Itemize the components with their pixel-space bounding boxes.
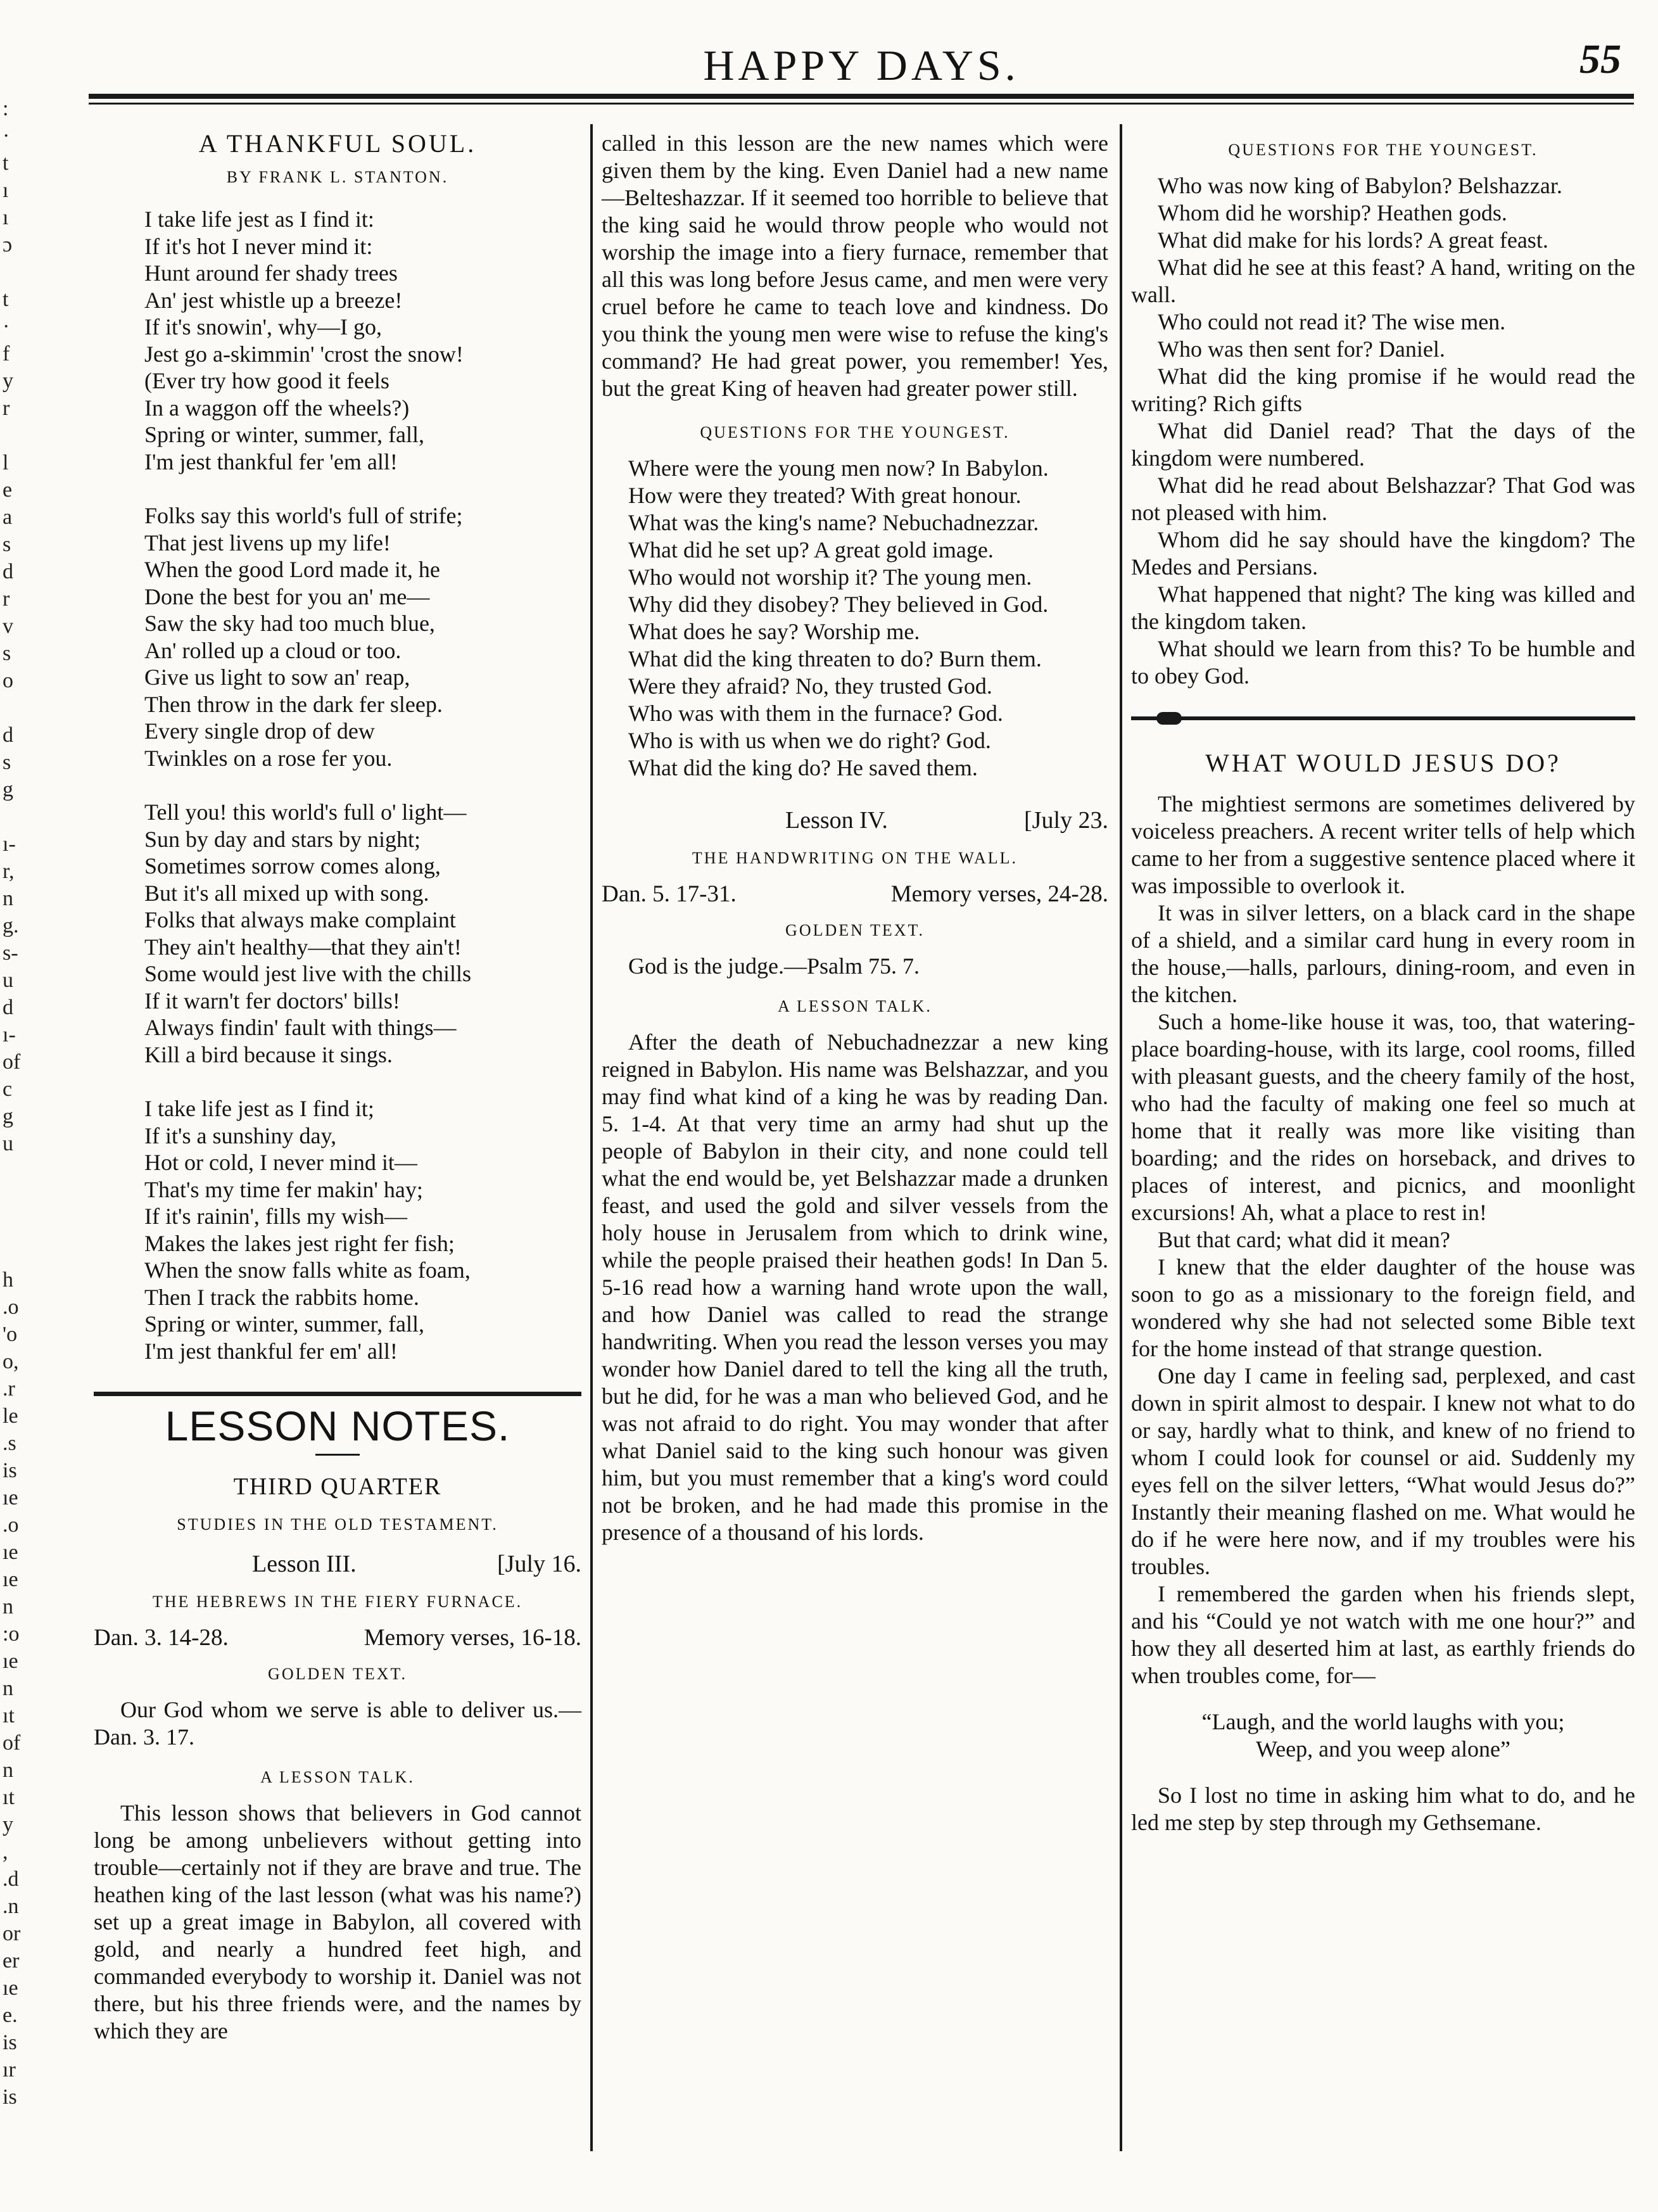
article-paragraph: One day I came in feeling sad, perplexed, and cast down in spirit almost to despair. I knew not what to do or say, hardly what to think, and knew of no friend to whom I could look for counsel or aid. Suddenly my eyes fell on the silver letters, “What would Jesus do?” Instantly their meaning flashed on me. What would he do if he were here now, and if my troubles were his troubles. [1131, 1363, 1635, 1579]
closing-paragraph: So I lost no time in asking him what to do, and he led me step by step through my Gethsemane. [1131, 1783, 1635, 1835]
question-answer: What did the king threaten to do? Burn them. [628, 646, 1042, 671]
question-answer: What did the king do? He saved them. [628, 755, 978, 780]
margin-letters [3, 95, 24, 2111]
question-answer: Whom did he worship? Heathen gods. [1158, 200, 1507, 226]
margin-letter: y [3, 1813, 13, 1836]
margin-letter: r, [3, 860, 15, 883]
margin-letter: is [3, 2031, 17, 2054]
margin-letter [3, 694, 24, 721]
poem-line: That's my time fer makin' hay; [144, 1176, 423, 1202]
poem-line: If it's a sunshiny day, [144, 1122, 337, 1148]
margin-letter: ıe [3, 1541, 18, 1564]
poem-line: They ain't healthy—that they ain't! [144, 934, 462, 960]
margin-letter: d [3, 560, 13, 583]
margin-letter: n [3, 1677, 13, 1700]
article-paragraph: It was in silver letters, on a black card in the shape of a shield, and a similar card hung in every room in the house,—halls, parlours, dining-room, and even in the kitchen. [1131, 900, 1635, 1007]
page-header [89, 25, 1634, 101]
scripture-reference: Dan. 5. 17-31. [602, 881, 737, 907]
lesson-3-heading [94, 1551, 581, 1578]
margin-letter: is [3, 2085, 17, 2109]
question-answer: What did Daniel read? That the days of the kingdom were numbered. [1131, 418, 1635, 471]
question-answer: Who would not worship it? The young men. [628, 564, 1032, 590]
poem-line: Give us light to sow an' reap, [144, 664, 410, 690]
question-answer: What did the king promise if he would read the writing? Rich gifts [1131, 364, 1635, 416]
question-answer: What did he see at this feast? A hand, writing on the wall. [1131, 255, 1635, 307]
poem-line: Always findin' fault with things— [144, 1015, 457, 1040]
running-title: HAPPY DAYS. [703, 41, 1020, 89]
margin-letter: u [3, 1132, 13, 1155]
poem-line: Twinkles on a rose fer you. [144, 745, 393, 771]
article-paragraph: The mightiest sermons are sometimes delivered by voiceless preachers. A recent writer tells of help which came to her from a suggestive sentence placed where it was impossible to overlook it. [1131, 791, 1635, 898]
poem-line: I take life jest as I find it: [144, 207, 374, 232]
margin-letter: ɔ [3, 233, 13, 257]
margin-letter: er [3, 1949, 20, 1973]
question-answer: What was the king's name? Nebuchadnezzar. [628, 510, 1039, 535]
poem-line: But it's all mixed up with song. [144, 880, 429, 906]
margin-letter: .n [3, 1895, 19, 1918]
poem-byline: BY FRANK L. STANTON. [226, 168, 449, 186]
poem-line: An' jest whistle up a breeze! [144, 287, 403, 313]
question-answer: Whom did he say should have the kingdom? The Medes and Persians. [1131, 527, 1635, 580]
poem-line: In a waggon off the wheels?) [144, 395, 410, 421]
poem-line: Hunt around fer shady trees [144, 260, 398, 286]
header-rule-thick [89, 94, 1634, 99]
margin-letter: v [3, 614, 13, 638]
column-2 [602, 130, 1108, 1546]
margin-letter: s [3, 533, 11, 556]
ornamental-rule [1131, 711, 1635, 724]
lesson-talk-text: After the death of Nebuchadnezzar a new king reigned in Babylon. His name was Belshazzar, and you may find what kind of a king he was by reading Dan. 5. 1-4. At that very time an army had shut up the people of Babylon in their city, and none could tell what the end would be, yet Belshazzar made a drunken feast, and used the gold and silver vessels from the holy house in Jerusalem from which to drink wine, while the people praised their heathen gods! In Dan 5. 5-16 read how a warning hand wrote upon the wall, and how Daniel was called to read the strange handwriting. When you read the lesson verses you may wonder how Daniel dared to tell the king all the truth, but he did, for he was a man who believed God, and he was not afraid to do right. You may wonder that after what Daniel said to the king such honour was given him, but you must remember that a king's word could not be broken, and he had made this promise in the presence of a thousand of his lords. [602, 1029, 1108, 1545]
poem-line: Makes the lakes jest right fer fish; [144, 1230, 455, 1256]
poem-line: Tell you! this world's full o' light— [144, 799, 467, 825]
question-answer: Why did they disobey? They believed in God. [628, 592, 1049, 617]
margin-letter: d [3, 723, 13, 747]
poem-line: If it's hot I never mind it: [144, 233, 373, 259]
poem-line: An' rolled up a cloud or too. [144, 637, 402, 663]
margin-letter: n [3, 1595, 13, 1618]
column-3 [1131, 130, 1635, 1836]
golden-text-label: GOLDEN TEXT. [268, 1665, 407, 1683]
poem-line: I'm jest thankful fer 'em all! [144, 448, 398, 474]
poem-line: When the good Lord made it, he [144, 557, 440, 582]
margin-letter: t [3, 151, 9, 175]
margin-letter [3, 422, 24, 449]
poem-line: Jest go a-skimmin' 'crost the snow! [144, 341, 464, 367]
margin-letter: of [3, 1050, 21, 1074]
continued-text: called in this lesson are the new names which were given them by the king. Even Daniel had a new name—Belteshazzar. If it seemed too horrible to believe that the king said he would throw people who would not worship the image into a fiery furnace, remember that all this was long before Jesus came, and men were very cruel before he came to teach love and kindness. Do you think the young men were wise to refuse the king's command? He had great power, you remember! Yes, but the great King of heaven had greater power still. [602, 130, 1108, 401]
margin-letter: t [3, 288, 9, 311]
lesson-date: [July 16. [497, 1551, 581, 1577]
header-rule-thin [89, 103, 1634, 105]
poem-line: I'm jest thankful fer em' all! [144, 1338, 398, 1364]
margin-letter: ıe [3, 1976, 18, 2000]
margin-letter [3, 1185, 24, 1212]
margin-letter: n [3, 887, 13, 910]
margin-letter: 'o [3, 1323, 18, 1346]
question-answer: Were they afraid? No, they trusted God. [628, 673, 992, 699]
margin-letter: ıe [3, 1649, 18, 1673]
margin-letter: ı [3, 179, 9, 202]
margin-letter [3, 1212, 24, 1239]
margin-letter: · [3, 315, 10, 338]
margin-letter: g. [3, 914, 19, 938]
margin-letter: .o [3, 1295, 19, 1319]
questions-label: QUESTIONS FOR THE YOUNGEST. [1228, 141, 1538, 159]
poem-line: That jest livens up my life! [144, 530, 391, 556]
margin-letter: r [3, 397, 10, 420]
poem-line: I take life jest as I find it; [144, 1096, 374, 1121]
margin-letter: ı [3, 206, 9, 229]
lesson-4-heading [602, 807, 1108, 834]
golden-text: God is the judge.—Psalm 75. 7. [628, 953, 920, 979]
question-answer: What did make for his lords? A great feast. [1158, 227, 1548, 253]
margin-letter [3, 803, 24, 830]
poem-stanza [144, 206, 581, 475]
article-title: WHAT WOULD JESUS DO? [1205, 749, 1561, 777]
margin-letter: ı- [3, 832, 16, 856]
margin-letter: is [3, 1459, 17, 1482]
margin-letter: y [3, 369, 13, 393]
margin-letter: f [3, 342, 10, 365]
quote-line-1: “Laugh, and the world laughs with you; [1201, 1709, 1565, 1734]
margin-letter: d [3, 996, 13, 1019]
question-answer: Where were the young men now? In Babylon. [628, 455, 1049, 481]
poem-line: Every single drop of dew [144, 718, 375, 744]
poem-line: Sometimes sorrow comes along, [144, 853, 441, 879]
margin-letter: or [3, 1922, 21, 1945]
question-answer: How were they treated? With great honour. [628, 483, 1022, 508]
quarter-heading: THIRD QUARTER [233, 1473, 442, 1500]
poem-line: When the snow falls white as foam, [144, 1257, 471, 1283]
margin-letter: l [3, 451, 9, 474]
margin-letter [3, 1157, 24, 1185]
reference-line [94, 1624, 581, 1651]
margin-letter: g [3, 1105, 13, 1128]
question-answer: Who could not read it? The wise men. [1158, 309, 1506, 334]
margin-letter: h [3, 1268, 13, 1292]
margin-letter: s- [3, 941, 18, 965]
poem-line: Hot or cold, I never mind it— [144, 1150, 417, 1175]
poem-line: Kill a bird because it sings. [144, 1041, 393, 1067]
column-1 [94, 130, 581, 2045]
article-paragraph: I remembered the garden when his friends slept, and his “Could ye not watch with me one hour?” and how they all deserted him at last, as earthly friends do when troubles come, for— [1131, 1581, 1635, 1688]
question-answer: What should we learn from this? To be humble and to obey God. [1131, 636, 1635, 689]
poem-line: If it's snowin', why—I go, [144, 314, 382, 340]
margin-letter: o, [3, 1350, 19, 1373]
margin-letter: .o [3, 1513, 19, 1537]
question-answer: What happened that night? The king was killed and the kingdom taken. [1131, 582, 1635, 634]
margin-letter: .d [3, 1867, 19, 1891]
questions-list [602, 455, 1108, 782]
margin-letter: s [3, 751, 11, 774]
quotation [1131, 1708, 1635, 1763]
lesson-subject: THE HANDWRITING ON THE WALL. [692, 849, 1018, 867]
lesson-date: [July 23. [1024, 807, 1108, 834]
question-answer: Who was then sent for? Daniel. [1158, 336, 1445, 362]
margin-letter: o [3, 669, 13, 692]
margin-letter: u [3, 969, 13, 992]
poem-line: Folks say this world's full of strife; [144, 503, 463, 528]
golden-text: Our God whom we serve is able to deliver us.—Dan. 3. 17. [94, 1697, 581, 1750]
short-rule [315, 1454, 360, 1456]
margin-letter: : [3, 97, 9, 120]
question-answer: What did he read about Belshazzar? That God was not pleased with him. [1131, 473, 1635, 525]
poem-line: Sun by day and stars by night; [144, 826, 421, 852]
poem-line: If it warn't fer doctors' bills! [144, 988, 400, 1014]
margin-letter: .s [3, 1432, 16, 1455]
margin-letter: n [3, 1758, 13, 1782]
margin-letter: :o [3, 1622, 20, 1646]
margin-letter: ıe [3, 1568, 18, 1591]
poem-line: Saw the sky had too much blue, [144, 611, 435, 636]
poem-title: A THANKFUL SOUL. [198, 129, 477, 158]
question-answer: What did he set up? A great gold image. [628, 537, 994, 563]
question-answer: Who is with us when we do right? God. [628, 728, 991, 753]
scripture-reference: Dan. 3. 14-28. [94, 1625, 229, 1651]
poem-line: Done the best for you an' me— [144, 583, 430, 609]
margin-letter: .r [3, 1377, 15, 1401]
margin-letter: s [3, 642, 11, 665]
poem-line: Spring or winter, summer, fall, [144, 422, 425, 447]
column-rule-1 [590, 124, 593, 2151]
margin-letter: of [3, 1731, 21, 1755]
margin-letter: r [3, 587, 10, 611]
lesson-subject: THE HEBREWS IN THE FIERY FURNACE. [152, 1592, 523, 1611]
poem-line: If it's rainin', fills my wish— [144, 1204, 407, 1229]
lesson-talk-text: This lesson shows that believers in God cannot long be among unbelievers without getting into trouble—certainly not if they are brave and true. The heathen king of the last lesson (what was his name?) set up a great image in Babylon, all covered with gold, and nearly a hundred feet high, and commanded everybody to worship it. Daniel was not there, but his three friends were, and the names by which they are [94, 1800, 581, 2044]
memory-verses: Memory verses, 16-18. [364, 1625, 581, 1651]
section-divider [94, 1392, 581, 1396]
lesson-label: Lesson IV. [785, 807, 888, 834]
questions-list [1131, 172, 1635, 690]
margin-letter [3, 258, 24, 286]
margin-letter: ı- [3, 1023, 16, 1046]
reference-line [602, 880, 1108, 908]
margin-letter: ır [3, 2058, 16, 2082]
poem-stanza [144, 1095, 581, 1364]
quote-line-2: Weep, and you weep alone” [1256, 1736, 1510, 1762]
margin-letter: · [3, 124, 10, 148]
margin-letter: ıt [3, 1786, 15, 1809]
poem-stanza [144, 502, 581, 772]
studies-heading: STUDIES IN THE OLD TESTAMENT. [177, 1515, 498, 1534]
margin-letter: , [3, 1840, 8, 1864]
poem-line: Some would jest live with the chills [144, 961, 471, 986]
poem-line: Spring or winter, summer, fall, [144, 1311, 425, 1337]
margin-letter: ıe [3, 1486, 18, 1510]
lesson-label: Lesson III. [252, 1551, 357, 1577]
margin-letter: ıt [3, 1704, 15, 1727]
questions-label: QUESTIONS FOR THE YOUNGEST. [700, 423, 1010, 442]
question-answer: What does he say? Worship me. [628, 619, 920, 644]
margin-letter: g [3, 778, 13, 801]
article-paragraph: Such a home-like house it was, too, that watering-place boarding-house, with its large, cool rooms, filled with pleasant guests, and the cheery family of the host, who had the faculty of making one feel so much at home that it really was more like visiting than boarding; and the rides on horseback, and drives to places of interest, and picnics, and moonlight excursions! Ah, what a place to rest in! [1131, 1009, 1635, 1225]
page-number: 55 [1579, 36, 1621, 82]
margin-letter: c [3, 1077, 13, 1101]
margin-letter: a [3, 505, 13, 529]
poem-line: Folks that always make complaint [144, 907, 456, 932]
question-answer: Who was with them in the furnace? God. [628, 701, 1003, 726]
article-paragraph: But that card; what did it mean? [1158, 1227, 1450, 1252]
poem-line: (Ever try how good it feels [144, 368, 389, 393]
column-rule-2 [1120, 124, 1122, 2151]
poem-line: Then I track the rabbits home. [144, 1284, 419, 1310]
poem-stanza [144, 799, 581, 1068]
lesson-talk-label: A LESSON TALK. [778, 997, 932, 1015]
article-body [1131, 791, 1635, 1689]
poem-line: Then throw in the dark fer sleep. [144, 691, 443, 717]
lesson-notes-title: LESSON NOTES. [165, 1402, 510, 1449]
margin-letter: e [3, 478, 13, 502]
margin-letter: e. [3, 2004, 18, 2027]
golden-text-label: GOLDEN TEXT. [785, 921, 925, 939]
question-answer: Who was now king of Babylon? Belshazzar. [1158, 173, 1562, 198]
poem [144, 206, 581, 1364]
margin-letter [3, 1239, 24, 1266]
margin-letter: le [3, 1404, 18, 1428]
memory-verses: Memory verses, 24-28. [890, 881, 1108, 907]
lesson-talk-label: A LESSON TALK. [260, 1768, 415, 1786]
article-paragraph: I knew that the elder daughter of the house was soon to go as a missionary to the foreign field, and wondered why she had not selected some Bible text for the home instead of that strange question. [1131, 1254, 1635, 1361]
